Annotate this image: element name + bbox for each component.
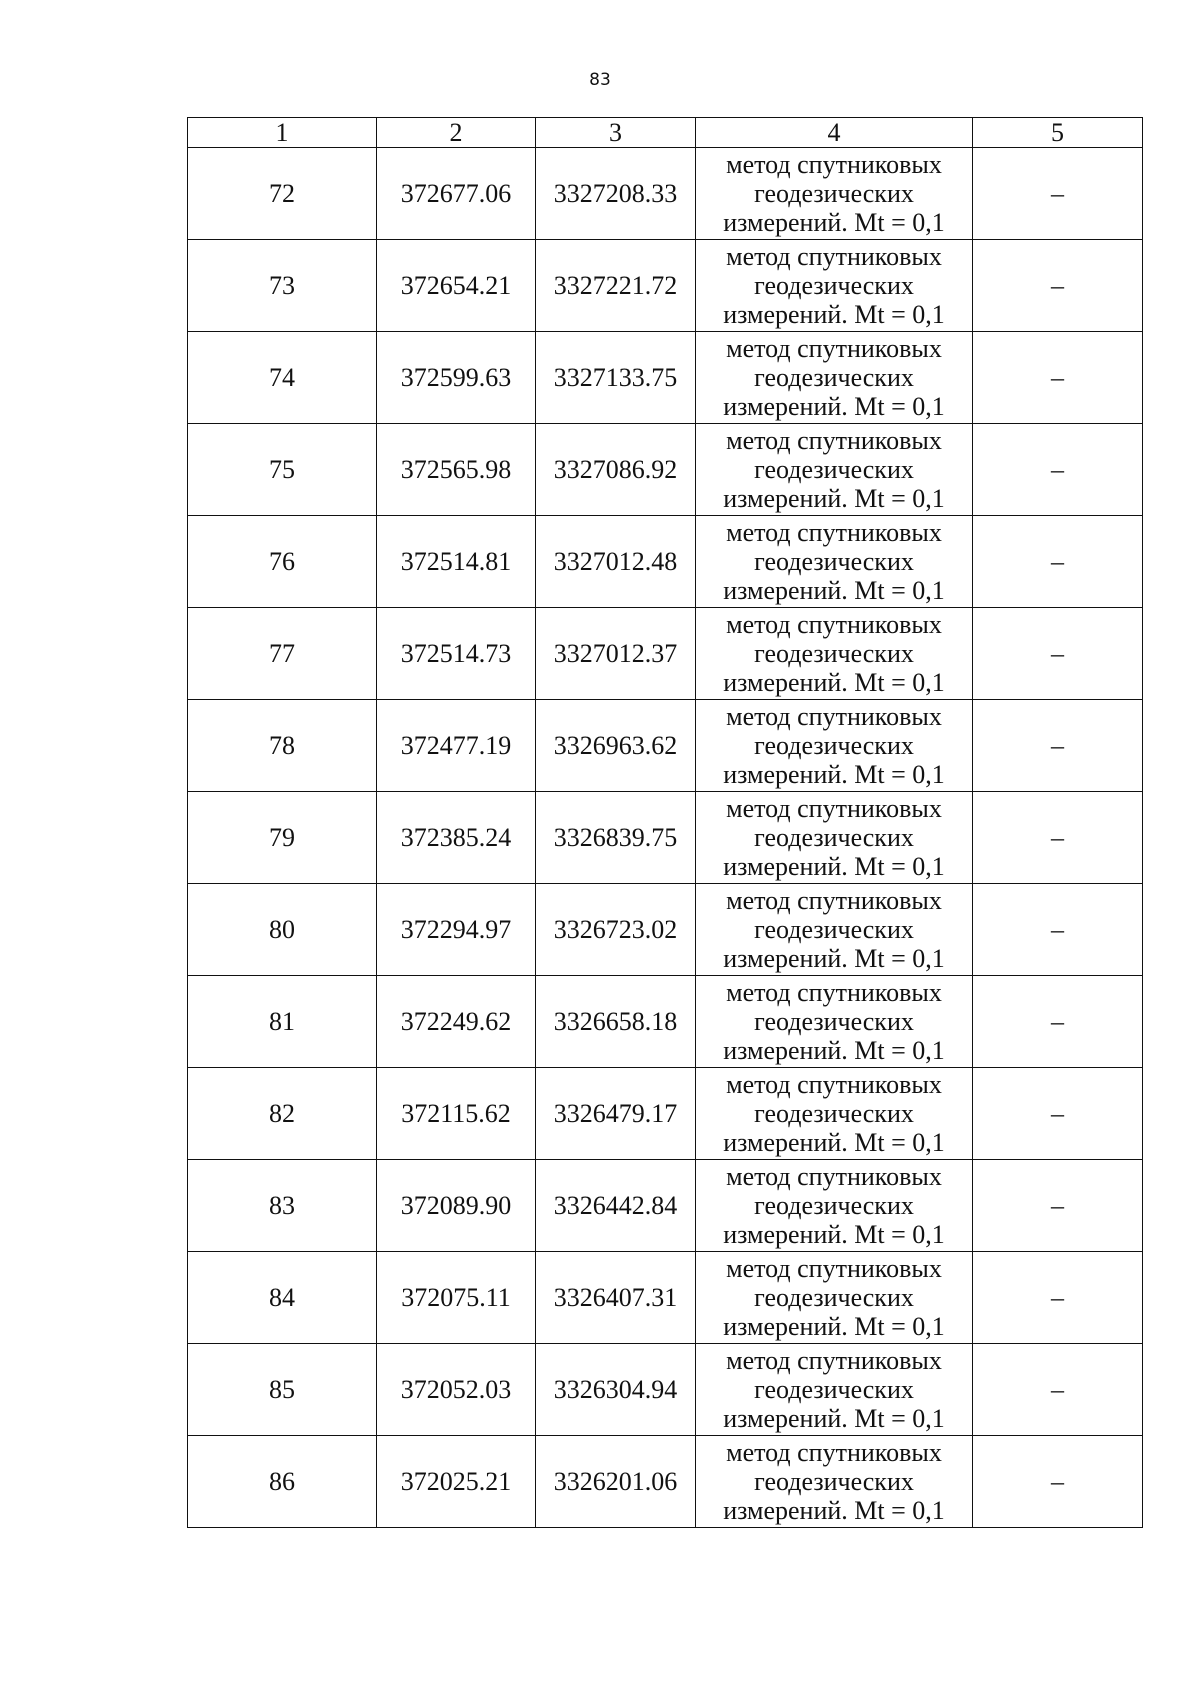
method-line: геодезических	[754, 1467, 914, 1496]
header-col-4: 4	[696, 118, 973, 148]
x-coordinate-cell: 372052.03	[377, 1344, 536, 1436]
method-line: геодезических	[754, 271, 914, 300]
x-coordinate-cell: 372075.11	[377, 1252, 536, 1344]
table-row	[188, 148, 1143, 240]
point-number-cell: 85	[188, 1344, 377, 1436]
method-line: измерений. Mt = 0,1	[723, 484, 945, 513]
method-line: метод спутниковых	[726, 426, 942, 455]
note-cell: –	[973, 1160, 1143, 1252]
point-number-cell: 77	[188, 608, 377, 700]
method-line: измерений. Mt = 0,1	[723, 668, 945, 697]
x-coordinate-cell: 372025.21	[377, 1436, 536, 1528]
method-cell	[696, 976, 973, 1068]
method-line: геодезических	[754, 179, 914, 208]
method-cell	[696, 240, 973, 332]
x-coordinate-cell: 372294.97	[377, 884, 536, 976]
header-col-1: 1	[188, 118, 377, 148]
method-line: метод спутниковых	[726, 518, 942, 547]
note-cell: –	[973, 1068, 1143, 1160]
method-line: измерений. Mt = 0,1	[723, 1128, 945, 1157]
method-line: метод спутниковых	[726, 1070, 942, 1099]
method-line: метод спутниковых	[726, 242, 942, 271]
header-col-5: 5	[973, 118, 1143, 148]
table-row	[188, 1436, 1143, 1528]
note-cell: –	[973, 1252, 1143, 1344]
method-line: измерений. Mt = 0,1	[723, 1220, 945, 1249]
point-number-cell: 76	[188, 516, 377, 608]
table-body	[188, 148, 1143, 1528]
method-line: измерений. Mt = 0,1	[723, 392, 945, 421]
method-cell	[696, 792, 973, 884]
method-line: метод спутниковых	[726, 150, 942, 179]
method-cell	[696, 1344, 973, 1436]
y-coordinate-cell: 3326201.06	[536, 1436, 696, 1528]
point-number-cell: 81	[188, 976, 377, 1068]
x-coordinate-cell: 372115.62	[377, 1068, 536, 1160]
y-coordinate-cell: 3326963.62	[536, 700, 696, 792]
method-line: измерений. Mt = 0,1	[723, 1496, 945, 1525]
note-cell: –	[973, 332, 1143, 424]
method-line: метод спутниковых	[726, 334, 942, 363]
note-cell: –	[973, 240, 1143, 332]
y-coordinate-cell: 3326304.94	[536, 1344, 696, 1436]
note-cell: –	[973, 148, 1143, 240]
x-coordinate-cell: 372654.21	[377, 240, 536, 332]
method-line: измерений. Mt = 0,1	[723, 208, 945, 237]
x-coordinate-cell: 372477.19	[377, 700, 536, 792]
y-coordinate-cell: 3327012.48	[536, 516, 696, 608]
y-coordinate-cell: 3326658.18	[536, 976, 696, 1068]
point-number-cell: 78	[188, 700, 377, 792]
method-line: метод спутниковых	[726, 1438, 942, 1467]
point-number-cell: 79	[188, 792, 377, 884]
method-cell	[696, 148, 973, 240]
y-coordinate-cell: 3327133.75	[536, 332, 696, 424]
method-cell	[696, 1160, 973, 1252]
x-coordinate-cell: 372677.06	[377, 148, 536, 240]
y-coordinate-cell: 3326839.75	[536, 792, 696, 884]
note-cell: –	[973, 976, 1143, 1068]
table-row	[188, 700, 1143, 792]
method-line: геодезических	[754, 731, 914, 760]
table-row	[188, 332, 1143, 424]
table-row	[188, 240, 1143, 332]
y-coordinate-cell: 3327208.33	[536, 148, 696, 240]
method-cell	[696, 1436, 973, 1528]
method-line: измерений. Mt = 0,1	[723, 944, 945, 973]
table-row	[188, 1252, 1143, 1344]
table-row	[188, 976, 1143, 1068]
method-cell	[696, 1068, 973, 1160]
note-cell: –	[973, 792, 1143, 884]
table-row	[188, 1068, 1143, 1160]
x-coordinate-cell: 372089.90	[377, 1160, 536, 1252]
point-number-cell: 80	[188, 884, 377, 976]
method-line: метод спутниковых	[726, 1162, 942, 1191]
method-cell	[696, 608, 973, 700]
note-cell: –	[973, 516, 1143, 608]
method-cell	[696, 332, 973, 424]
method-line: метод спутниковых	[726, 794, 942, 823]
method-line: геодезических	[754, 1375, 914, 1404]
x-coordinate-cell: 372385.24	[377, 792, 536, 884]
method-line: измерений. Mt = 0,1	[723, 852, 945, 881]
y-coordinate-cell: 3326442.84	[536, 1160, 696, 1252]
method-line: геодезических	[754, 823, 914, 852]
y-coordinate-cell: 3327086.92	[536, 424, 696, 516]
table-row	[188, 884, 1143, 976]
coordinates-table	[187, 117, 1143, 1528]
y-coordinate-cell: 3327221.72	[536, 240, 696, 332]
method-line: измерений. Mt = 0,1	[723, 1404, 945, 1433]
table-row	[188, 1160, 1143, 1252]
method-line: метод спутниковых	[726, 886, 942, 915]
method-line: геодезических	[754, 639, 914, 668]
header-col-2: 2	[377, 118, 536, 148]
table-header-row	[188, 118, 1143, 148]
note-cell: –	[973, 1344, 1143, 1436]
note-cell: –	[973, 884, 1143, 976]
method-line: метод спутниковых	[726, 702, 942, 731]
x-coordinate-cell: 372599.63	[377, 332, 536, 424]
note-cell: –	[973, 608, 1143, 700]
y-coordinate-cell: 3326407.31	[536, 1252, 696, 1344]
header-col-3: 3	[536, 118, 696, 148]
y-coordinate-cell: 3326479.17	[536, 1068, 696, 1160]
method-line: метод спутниковых	[726, 978, 942, 1007]
method-line: геодезических	[754, 363, 914, 392]
method-cell	[696, 1252, 973, 1344]
y-coordinate-cell: 3326723.02	[536, 884, 696, 976]
y-coordinate-cell: 3327012.37	[536, 608, 696, 700]
point-number-cell: 74	[188, 332, 377, 424]
method-line: метод спутниковых	[726, 1346, 942, 1375]
table-row	[188, 424, 1143, 516]
method-line: метод спутниковых	[726, 610, 942, 639]
method-cell	[696, 884, 973, 976]
x-coordinate-cell: 372514.81	[377, 516, 536, 608]
method-cell	[696, 424, 973, 516]
method-line: геодезических	[754, 455, 914, 484]
method-line: геодезических	[754, 1191, 914, 1220]
method-line: измерений. Mt = 0,1	[723, 1312, 945, 1341]
method-cell	[696, 700, 973, 792]
note-cell: –	[973, 424, 1143, 516]
point-number-cell: 75	[188, 424, 377, 516]
point-number-cell: 84	[188, 1252, 377, 1344]
point-number-cell: 86	[188, 1436, 377, 1528]
table-row	[188, 792, 1143, 884]
page-number: 83	[589, 70, 611, 90]
point-number-cell: 72	[188, 148, 377, 240]
method-line: геодезических	[754, 1007, 914, 1036]
point-number-cell: 73	[188, 240, 377, 332]
method-cell	[696, 516, 973, 608]
x-coordinate-cell: 372514.73	[377, 608, 536, 700]
x-coordinate-cell: 372565.98	[377, 424, 536, 516]
method-line: измерений. Mt = 0,1	[723, 1036, 945, 1065]
method-line: геодезических	[754, 915, 914, 944]
table-row	[188, 516, 1143, 608]
table-row	[188, 1344, 1143, 1436]
point-number-cell: 82	[188, 1068, 377, 1160]
method-line: геодезических	[754, 547, 914, 576]
method-line: измерений. Mt = 0,1	[723, 300, 945, 329]
point-number-cell: 83	[188, 1160, 377, 1252]
note-cell: –	[973, 700, 1143, 792]
table-row	[188, 608, 1143, 700]
method-line: геодезических	[754, 1099, 914, 1128]
method-line: геодезических	[754, 1283, 914, 1312]
x-coordinate-cell: 372249.62	[377, 976, 536, 1068]
method-line: измерений. Mt = 0,1	[723, 760, 945, 789]
method-line: измерений. Mt = 0,1	[723, 576, 945, 605]
note-cell: –	[973, 1436, 1143, 1528]
method-line: метод спутниковых	[726, 1254, 942, 1283]
